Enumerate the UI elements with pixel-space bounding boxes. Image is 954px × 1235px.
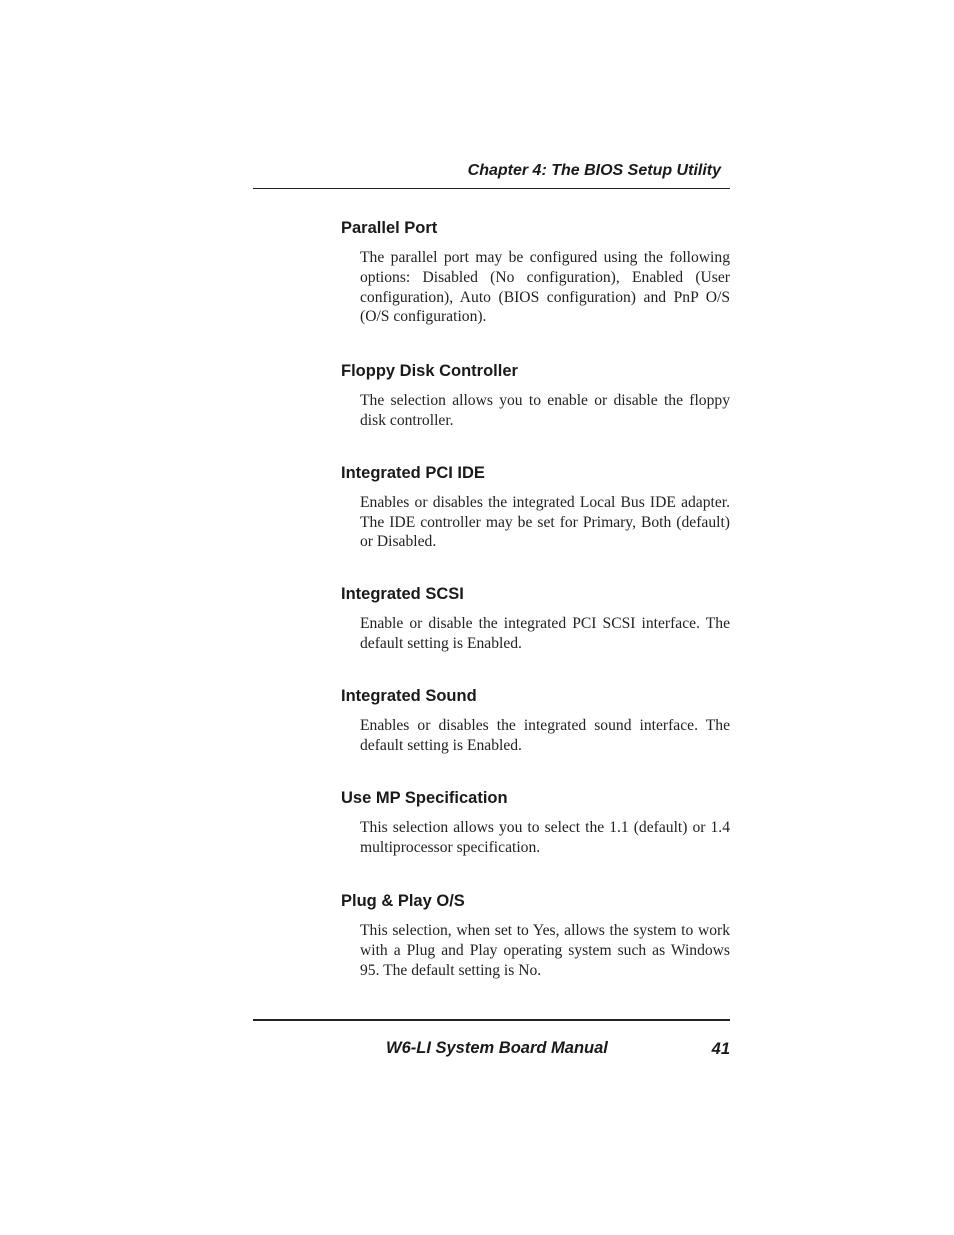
section-integrated-scsi [341,583,731,654]
section-use-mp-specification [341,787,731,858]
section-body: Enable or disable the integrated PCI SCSI interface. The default setting is Enabled. [360,615,730,652]
section-integrated-sound [341,685,731,756]
section-body: This selection, when set to Yes, allows the system to work with a Plug and Play operating system such as Windows 95. The default setting is No. [360,921,730,979]
section-body: The parallel port may be configured using the following options: Disabled (No configuration), Enabled (User configuration), Auto (BIOS configuration) and PnP O/S (O/S configuration). [360,249,730,326]
section-body: The selection allows you to enable or disable the floppy disk controller. [360,392,730,429]
section-heading: Floppy Disk Controller [341,362,518,381]
footer-divider [253,1019,730,1021]
section-heading: Integrated SCSI [341,585,464,604]
section-floppy-disk-controller [341,360,731,431]
section-body: Enables or disables the integrated Local Bus IDE adapter. The IDE controller may be set for Primary, Both (default) or Disabled. [360,493,730,551]
section-heading: Parallel Port [341,219,438,237]
page-content [341,217,731,980]
chapter-title: Chapter 4: The BIOS Setup Utility [467,162,721,179]
section-plug-and-play-os [341,890,731,980]
header-divider [253,188,730,189]
section-heading: Plug & Play O/S [341,891,465,910]
section-heading: Use MP Specification [341,789,508,808]
page-number: 41 [711,1040,730,1058]
manual-title: W6-LI System Board Manual [386,1039,608,1057]
section-body: Enables or disables the integrated sound interface. The default setting is Enabled. [360,716,730,754]
section-heading: Integrated Sound [341,686,477,705]
section-integrated-pci-ide [341,462,731,552]
section-heading: Integrated PCI IDE [341,463,485,482]
section-parallel-port [341,217,731,327]
section-body: This selection allows you to select the 1.1 (default) or 1.4 multiprocessor specification. [360,819,730,857]
